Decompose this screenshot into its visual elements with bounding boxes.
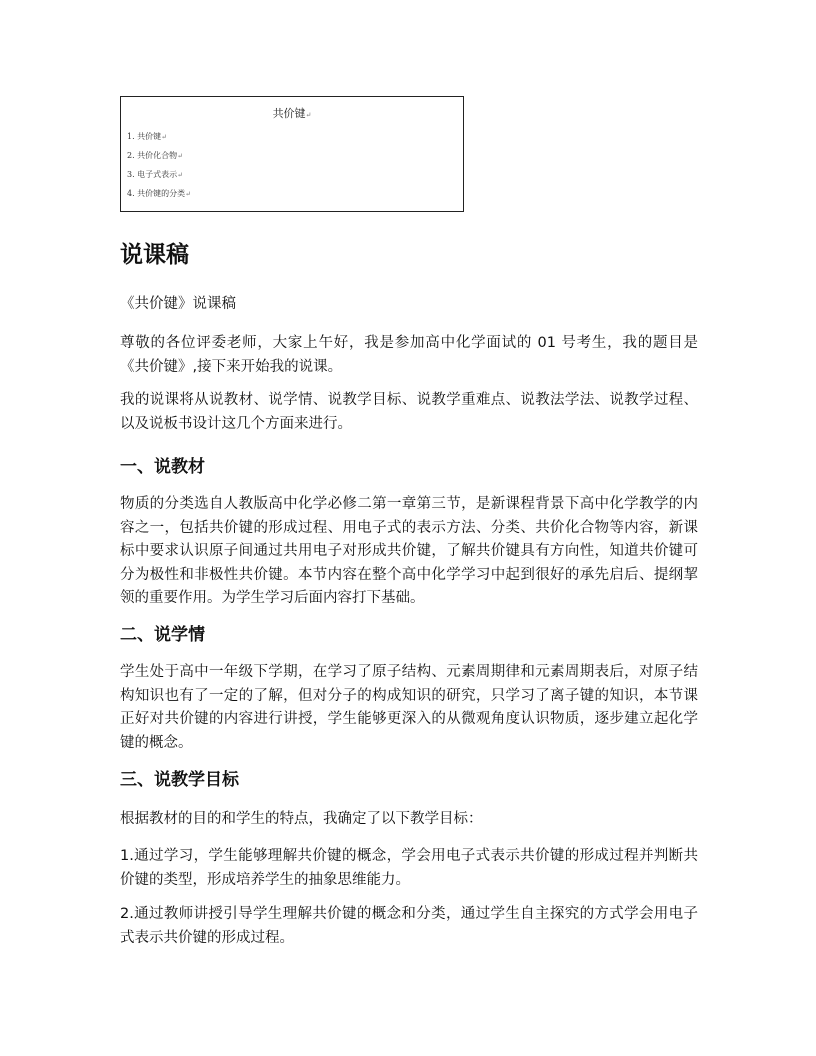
return-mark-icon: ↵ [177,171,184,179]
lesson-subtitle: 《共价键》说课稿 [120,296,236,312]
textbook-paragraph: 物质的分类选自人教版高中化学必修二第一章第三节，是新课程背景下高中化学教学的内容之一，包括共价键的形成过程、用电子式的表示方法、分类、共价化合物等内容，新课标中要求认识原子间通过共用电子对形成共价键，了解共价键具有方向性，知道共价键可分为极性和非极性共价键。本节内容在整个高中化学学习中起到很好的承先启后、提纲挈领的重要作用。为学生学习后面内容打下基础。 [120,496,698,606]
board-item-text: 1. 共价键 [127,132,162,141]
intro-paragraph: 尊敬的各位评委老师，大家上午好，我是参加高中化学面试的 01 号考生，我的题目是《共价键》,接下来开始我的说课。 [120,335,698,375]
blackboard-design-box [120,96,464,212]
section-heading-goals: 三、说教学目标 [120,770,239,790]
board-item-2 [127,150,183,161]
board-item-3 [127,169,183,180]
return-mark-icon: ↵ [177,152,184,160]
section-heading-textbook: 一、说教材 [120,457,205,477]
return-mark-icon: ↵ [161,133,168,141]
board-title [121,105,463,121]
document-title: 说课稿 [120,242,189,268]
goals-intro-paragraph: 根据教材的目的和学生的特点，我确定了以下教学目标： [120,811,483,827]
return-mark-icon: ↵ [305,111,312,119]
board-item-text: 2. 共价化合物 [127,151,178,160]
board-item-4 [127,188,191,199]
section-heading-students: 二、说学情 [120,625,205,645]
goal-item-2: 2.通过教师讲授引导学生理解共价键的概念和分类，通过学生自主探究的方式学会用电子式表示共价键的形成过程。 [120,906,698,946]
overview-paragraph: 我的说课将从说教材、说学情、说教学目标、说教学重难点、说教法学法、说教学过程、以及说板书设计这几个方面来进行。 [120,392,698,432]
students-paragraph: 学生处于高中一年级下学期，在学习了原子结构、元素周期律和元素周期表后，对原子结构知识也有了一定的了解，但对分子的构成知识的研究，只学习了离子键的知识，本节课正好对共价键的内容进行讲授，学生能够更深入的从微观角度认识物质，逐步建立起化学键的概念。 [120,664,698,751]
goal-item-1: 1.通过学习，学生能够理解共价键的概念，学会用电子式表示共价键的形成过程并判断共价键的类型，形成培养学生的抽象思维能力。 [120,848,698,888]
board-item-1 [127,131,167,142]
return-mark-icon: ↵ [185,190,192,198]
board-item-text: 3. 电子式表示 [127,170,178,179]
board-item-text: 4. 共价键的分类 [127,189,186,198]
board-title-text: 共价键 [272,107,306,120]
